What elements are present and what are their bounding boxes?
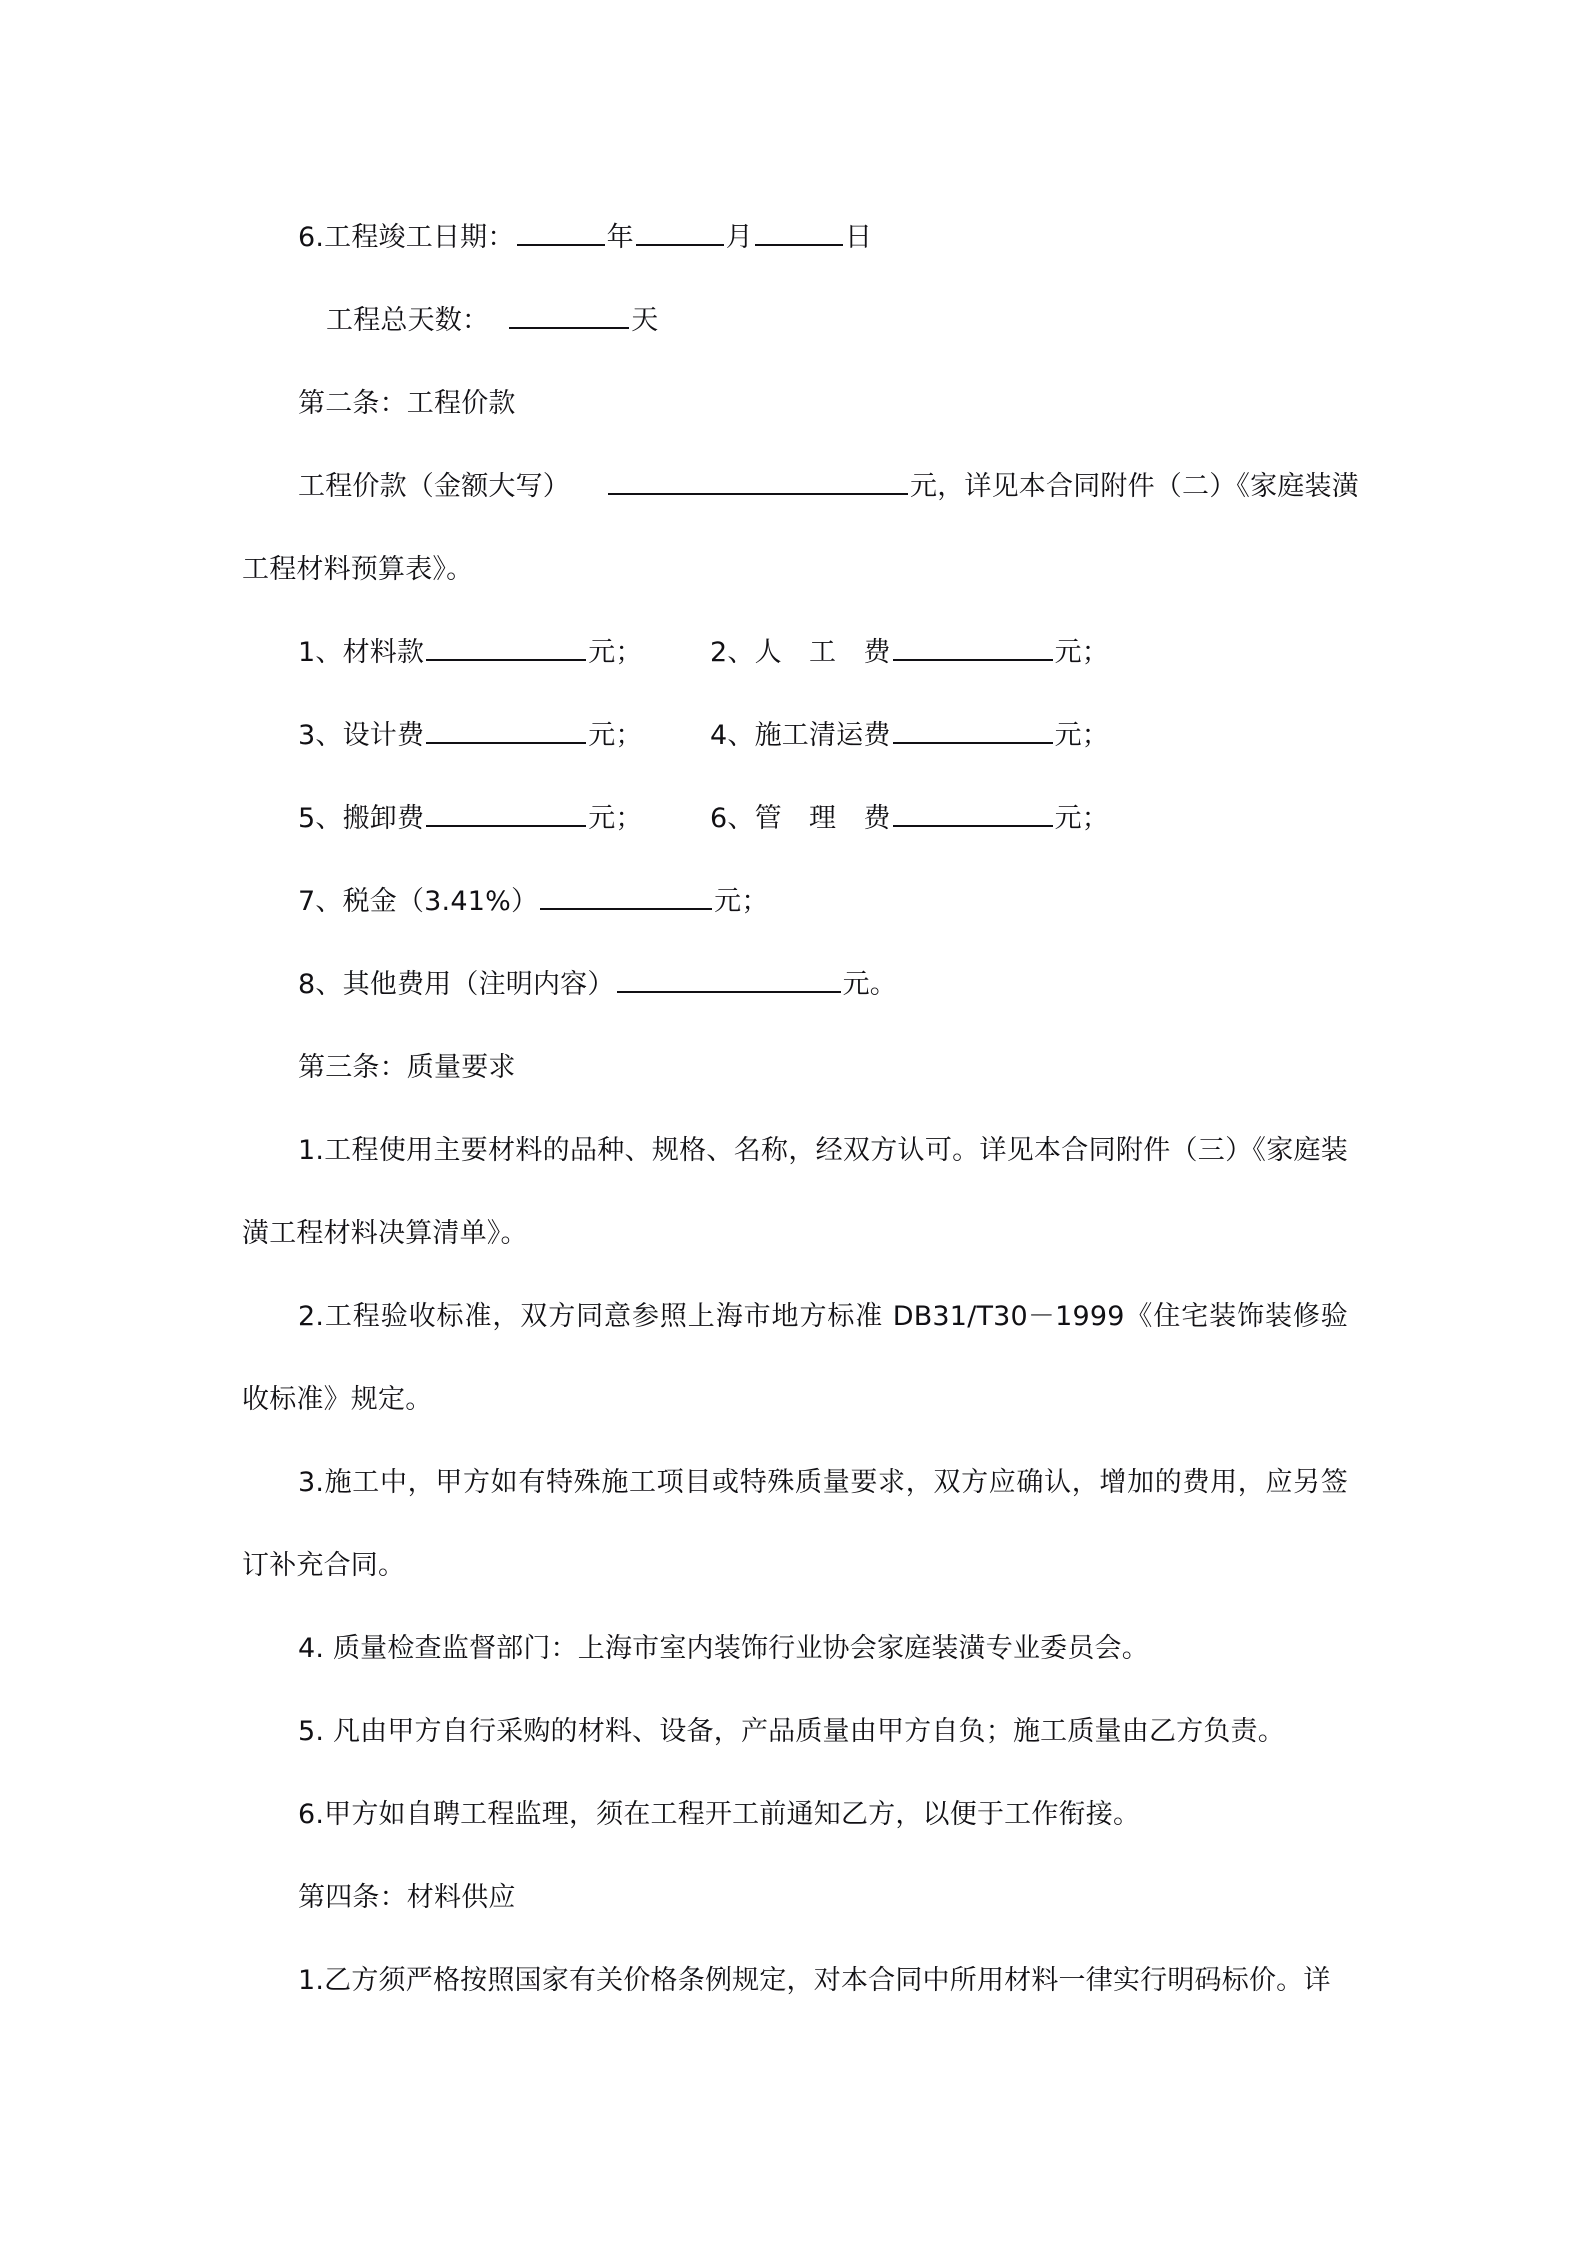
- fee-unit: 元；: [588, 637, 643, 668]
- total-days-label: 工程总天数：: [326, 305, 490, 336]
- year-blank[interactable]: [517, 224, 605, 246]
- fee-unit: 元；: [588, 720, 643, 751]
- year-unit: 年: [606, 222, 634, 253]
- price-line: [242, 445, 1359, 528]
- article2-heading: 第二条：工程价款: [298, 388, 516, 419]
- total-days-blank[interactable]: [509, 307, 629, 329]
- completion-date-line: [242, 196, 1348, 279]
- month-unit: 月: [725, 222, 753, 253]
- fee-label: 3、设计费: [298, 720, 425, 751]
- fee-row: [242, 611, 1348, 694]
- article3-clause: 6.甲方如自聘工程监理，须在工程开工前通知乙方，以便于工作衔接。: [298, 1799, 1141, 1830]
- article4-clause: 1.乙方须严格按照国家有关价格条例规定，对本合同中所用材料一律实行明码标价。详: [298, 1965, 1331, 1996]
- fee-item: [298, 777, 710, 860]
- fee-label: 5、搬卸费: [298, 803, 425, 834]
- price-amount-blank[interactable]: [608, 473, 908, 495]
- article3-clause: 4. 质量检查监督部门：上海市室内装饰行业协会家庭装潢专业委员会。: [298, 1633, 1149, 1664]
- fee-row: [242, 943, 1348, 1026]
- fee-unit: 元；: [1054, 720, 1109, 751]
- fee-blank[interactable]: [426, 805, 586, 827]
- fee-label: 1、材料款: [298, 637, 425, 668]
- fee-blank[interactable]: [540, 888, 712, 910]
- fee-item: [710, 777, 1109, 860]
- fee-row: [242, 777, 1348, 860]
- fee-label: 7、税金（3.41%）: [298, 886, 539, 917]
- fee-label: 4、施工清运费: [710, 720, 891, 751]
- price-suffix: 元，详见本合同附件（二）《家庭装潢: [910, 471, 1359, 502]
- article3-clause: 2.工程验收标准，双方同意参照上海市地方标准 DB31/T30－1999《住宅装饰装修验收标准》规定。: [242, 1301, 1348, 1415]
- fee-blank[interactable]: [426, 722, 586, 744]
- fee-item: [298, 611, 710, 694]
- fee-blank[interactable]: [617, 971, 841, 993]
- month-blank[interactable]: [636, 224, 724, 246]
- day-unit: 日: [844, 222, 873, 253]
- fee-row: [242, 694, 1348, 777]
- fee-unit: 元；: [588, 803, 643, 834]
- total-days-line: [242, 279, 1348, 362]
- completion-date-label: 6.工程竣工日期：: [298, 222, 515, 253]
- fee-blank[interactable]: [893, 639, 1053, 661]
- fee-item: [298, 694, 710, 777]
- total-days-unit: 天: [631, 305, 659, 336]
- fee-row: [242, 860, 1348, 943]
- article4-heading: 第四条：材料供应: [298, 1882, 516, 1913]
- fee-unit: 元；: [714, 886, 769, 917]
- fee-item: [710, 694, 1109, 777]
- fee-item: [710, 611, 1109, 694]
- fee-unit: 元；: [1054, 803, 1109, 834]
- article3-heading: 第三条：质量要求: [298, 1052, 516, 1083]
- fee-label: 6、管 理 费: [710, 803, 891, 834]
- price-label: 工程价款（金额大写）: [298, 471, 570, 502]
- article3-clause: 3.施工中，甲方如有特殊施工项目或特殊质量要求，双方应确认，增加的费用，应另签订补充合同。: [242, 1467, 1348, 1581]
- article3-clause: 5. 凡由甲方自行采购的材料、设备，产品质量由甲方自负；施工质量由乙方负责。: [298, 1716, 1285, 1747]
- contract-page: [242, 196, 1359, 2022]
- fee-unit: 元；: [1054, 637, 1109, 668]
- article3-clause: 1.工程使用主要材料的品种、规格、名称，经双方认可。详见本合同附件（三）《家庭装潢工程材料决算清单》。: [242, 1135, 1348, 1249]
- price-line-continued: 工程材料预算表》。: [242, 554, 474, 585]
- fee-unit: 元。: [842, 969, 897, 1000]
- fee-blank[interactable]: [893, 805, 1053, 827]
- fee-label: 8、其他费用（注明内容）: [298, 969, 615, 1000]
- fee-blank[interactable]: [426, 639, 586, 661]
- fee-label: 2、人 工 费: [710, 637, 891, 668]
- day-blank[interactable]: [755, 224, 843, 246]
- fee-blank[interactable]: [893, 722, 1053, 744]
